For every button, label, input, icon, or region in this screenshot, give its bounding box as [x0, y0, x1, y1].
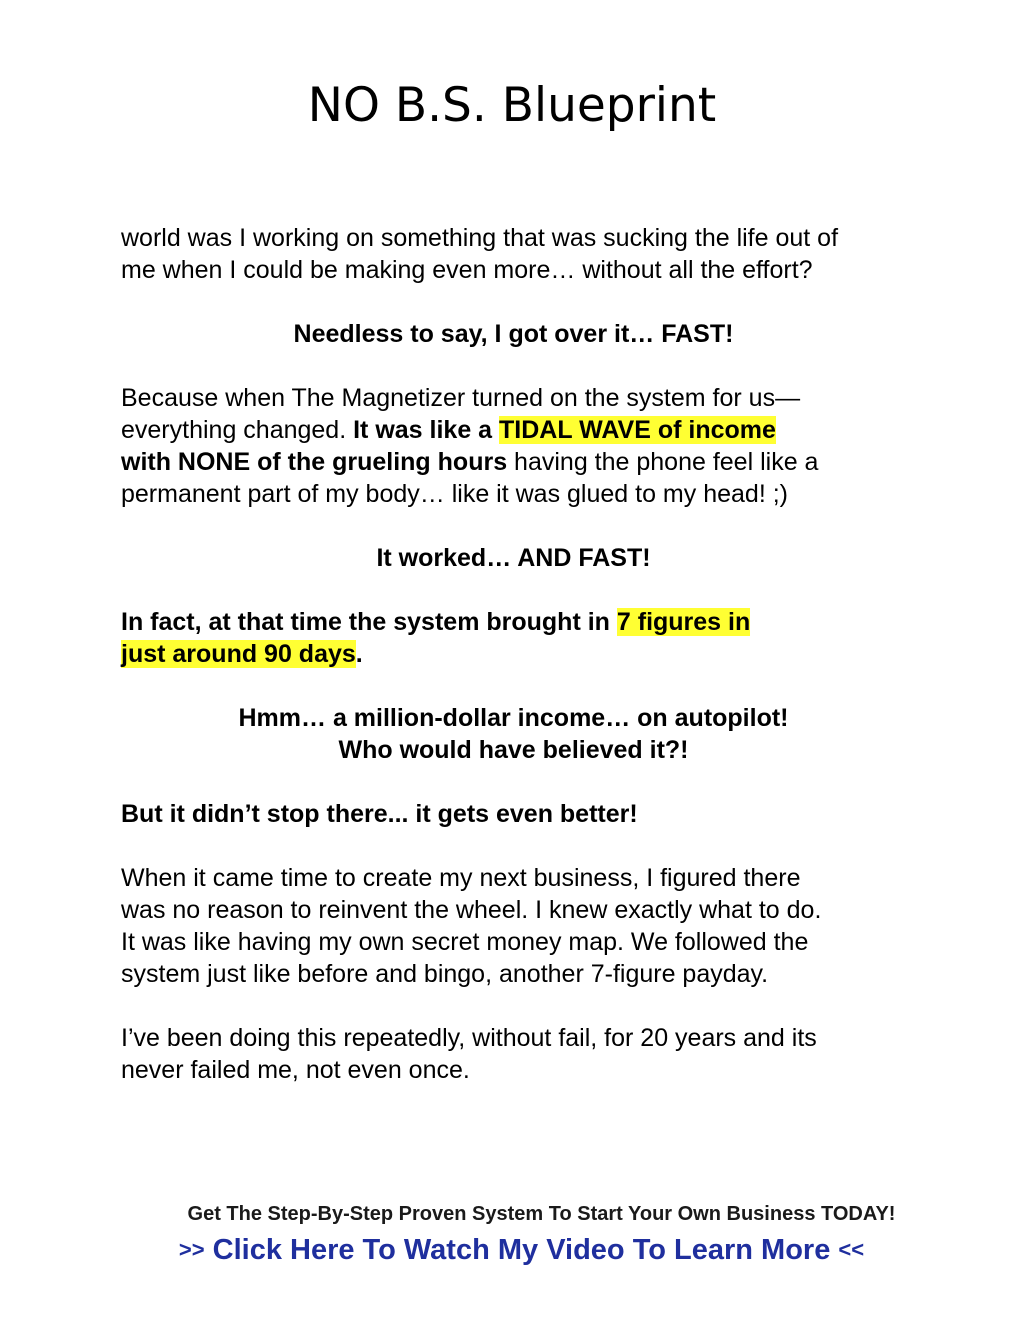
document-body [121, 222, 921, 1086]
p3-line-1: Because when The Magnetizer turned on the system for us— [121, 384, 801, 412]
p5-line-2-end: . [355, 640, 363, 668]
highlight-7-figures: 7 figures in [616, 608, 751, 636]
paragraph-4: It worked… AND FAST! [376, 544, 651, 572]
p8-line-4: system just like before and bingo, another 7-figure payday. [121, 960, 769, 988]
p8-line-1: When it came time to create my next business, I figured there [121, 864, 801, 892]
paragraph-7: But it didn’t stop there... it gets even better! [121, 800, 638, 828]
p1-line-1: world was I working on something that was sucking the life out of [121, 224, 839, 252]
p6-line-2: Who would have believed it?! [338, 736, 689, 764]
paragraph-2: Needless to say, I got over it… FAST! [293, 320, 734, 348]
paragraph-5 [121, 606, 921, 670]
watch-video-link[interactable] [0, 1234, 1024, 1267]
p3-line-2-bold: It was like a [353, 416, 500, 444]
p8-line-3: It was like having my own secret money map. We followed the [121, 928, 809, 956]
paragraph-8 [121, 862, 921, 990]
paragraph-6 [121, 702, 906, 766]
cta-prefix: >> [178, 1237, 205, 1262]
paragraph-9 [121, 1022, 921, 1086]
p3-line-3-bold: with NONE of the grueling hours [121, 448, 508, 476]
p3-line-4: permanent part of my body… like it was glued to my head! ;) [121, 480, 788, 508]
document-title: NO B.S. Blueprint [307, 78, 717, 133]
p3-line-3-plain: having the phone feel like a [507, 448, 819, 476]
paragraph-3 [121, 382, 921, 510]
p9-line-1: I’ve been doing this repeatedly, without fail, for 20 years and its [121, 1024, 817, 1052]
footer-tagline: Get The Step-By-Step Proven System To Start Your Own Business TODAY! [187, 1203, 896, 1225]
p3-line-2-plain: everything changed. [121, 416, 354, 444]
paragraph-1 [121, 222, 921, 286]
p1-line-2: me when I could be making even more… without all the effort? [121, 256, 813, 284]
p5-line-2 [121, 638, 921, 670]
p5-line-1-bold: In fact, at that time the system brought in [121, 608, 617, 636]
p3-line-3 [121, 446, 921, 478]
cta-text: Click Here To Watch My Video To Learn More [204, 1234, 839, 1266]
highlight-90-days: just around 90 days [121, 640, 356, 668]
p9-line-2: never failed me, not even once. [121, 1056, 470, 1084]
highlight-tidal-wave: TIDAL WAVE of income [499, 416, 776, 444]
p5-line-1 [121, 606, 921, 638]
p3-line-2 [121, 414, 921, 446]
p6-line-1: Hmm… a million-dollar income… on autopilot! [238, 704, 789, 732]
p8-line-2: was no reason to reinvent the wheel. I knew exactly what to do. [121, 896, 822, 924]
cta-suffix: << [838, 1237, 865, 1262]
